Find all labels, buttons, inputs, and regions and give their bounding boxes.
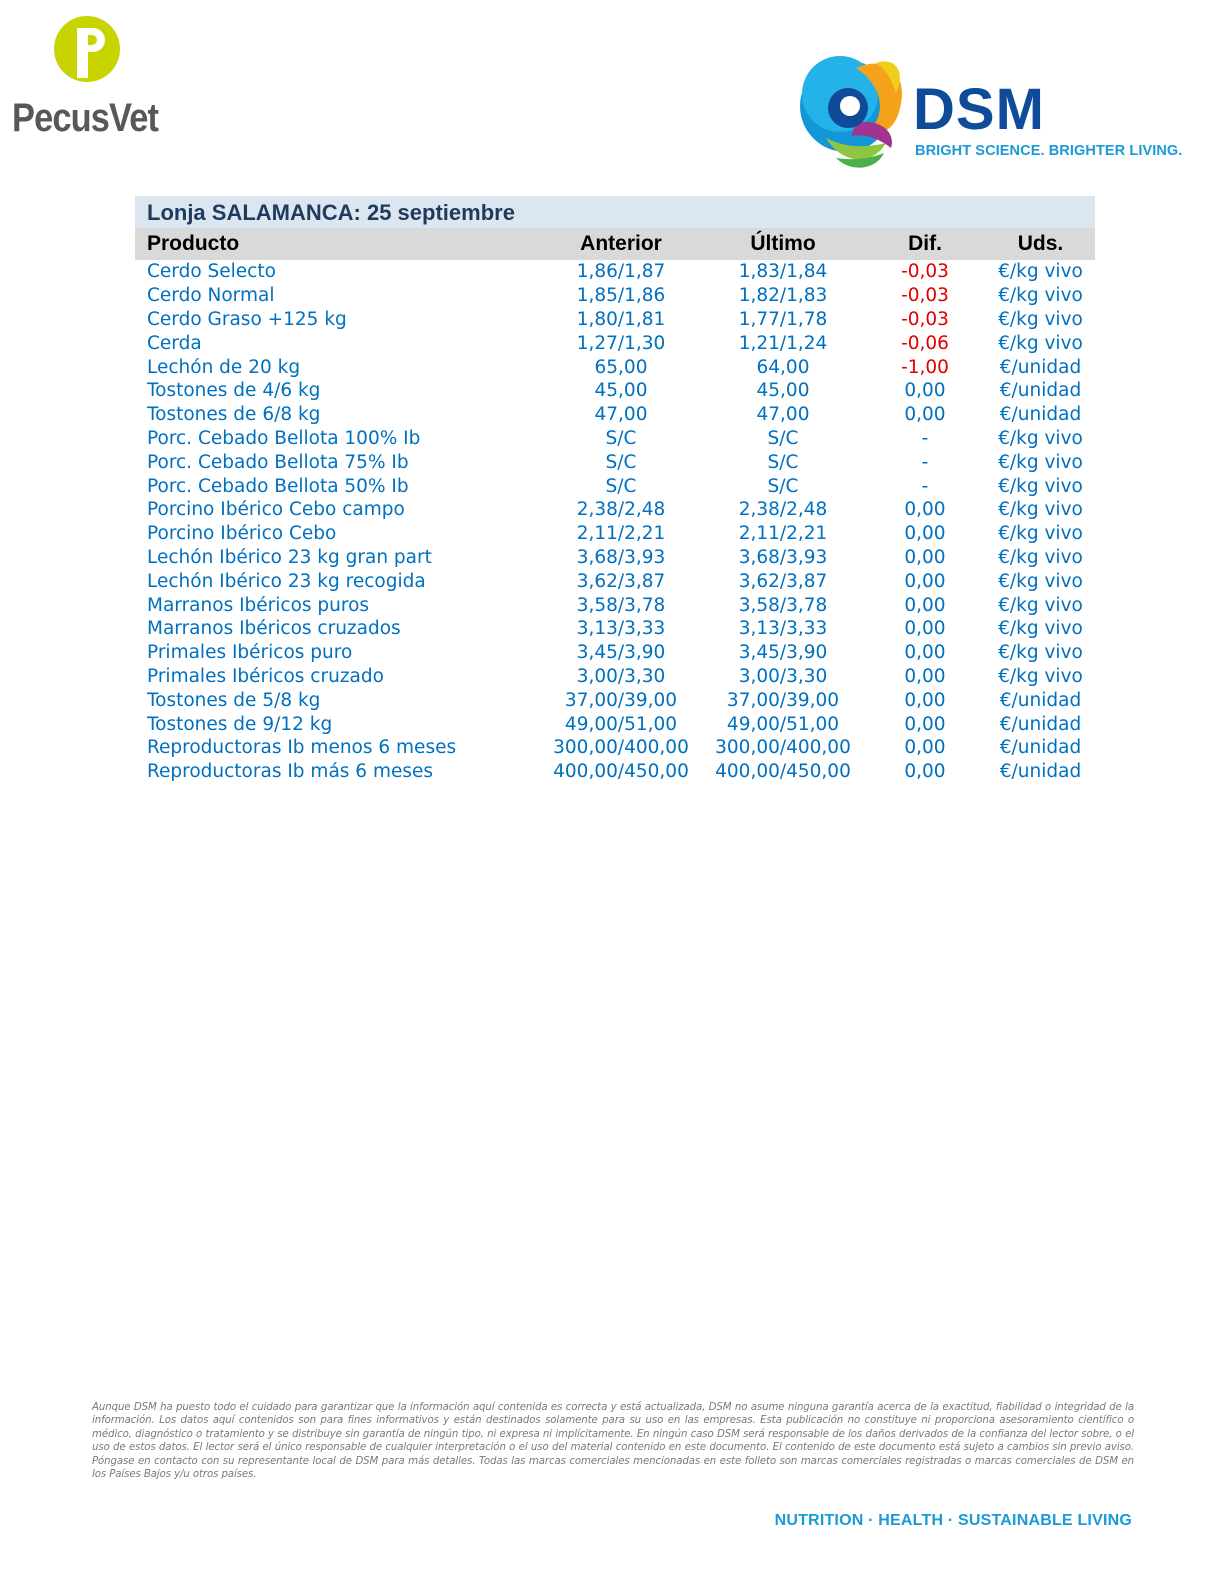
dsm-wordmark: DSM: [913, 77, 1045, 142]
cell-ultimo: S/C: [767, 475, 799, 497]
cell-dif: -: [921, 451, 929, 473]
table-row: [135, 665, 1095, 689]
cell-anterior: 3,68/3,93: [576, 546, 666, 568]
table-row: [135, 331, 1095, 355]
cell-ultimo: 37,00/39,00: [726, 689, 840, 711]
cell-uds: €/kg vivo: [998, 475, 1083, 497]
cell-uds: €/kg vivo: [998, 499, 1083, 521]
cell-anterior: 65,00: [594, 356, 648, 378]
table-row: [135, 403, 1095, 427]
pecusvet-logo: [12, 16, 172, 141]
cell-uds: €/kg vivo: [998, 285, 1083, 307]
column-header-dif: Dif.: [908, 232, 942, 255]
cell-producto: Lechón Ibérico 23 kg recogida: [147, 570, 426, 592]
cell-anterior: 2,11/2,21: [576, 523, 666, 545]
table-title: Lonja SALAMANCA: 25 septiembre: [135, 196, 1095, 228]
cell-dif: -0,03: [901, 308, 949, 330]
cell-producto: Tostones de 5/8 kg: [147, 689, 321, 711]
cell-ultimo: 1,77/1,78: [738, 308, 828, 330]
cell-uds: €/kg vivo: [998, 570, 1083, 592]
cell-producto: Marranos Ibéricos cruzados: [147, 618, 401, 640]
cell-ultimo: 49,00/51,00: [726, 713, 840, 735]
cell-uds: €/kg vivo: [998, 308, 1083, 330]
cell-dif: 0,00: [904, 594, 946, 616]
cell-uds: €/unidad: [999, 713, 1082, 735]
cell-uds: €/unidad: [999, 356, 1082, 378]
cell-producto: Reproductoras Ib más 6 meses: [147, 761, 434, 783]
cell-ultimo: 2,11/2,21: [738, 523, 828, 545]
cell-dif: 0,00: [904, 642, 946, 664]
table-row: [135, 712, 1095, 736]
cell-uds: €/unidad: [999, 761, 1082, 783]
table-row: [135, 569, 1095, 593]
cell-dif: 0,00: [904, 689, 946, 711]
disclaimer-text: Aunque DSM ha puesto todo el cuidado para garantizar que la información aquí contenida es correcta y está actualizada, DSM no asume ninguna garantía acerca de la exactitud, fiabilidad o integridad de la información. Los datos aquí contenidos son para fines informativos y están destinados solamente para su uso en las empresas. Esta publicación no constituye ni proporciona asesoramiento científico o médico, diagnóstico o tratamiento y se distribuye sin garantía de ningún tipo, ni expresa ni implícitamente. En ningún caso DSM será responsable de los daños derivados de la confianza del lector sobre, o el uso de estos datos. El lector será el único responsable de cualquier interpretación o el uso del material contenido en este documento. El contenido de este documento está sujeto a cambios sin previo aviso. Póngase en contacto con su representante local de DSM para más detalles. Todas las marcas comerciales mencionadas en este folleto son marcas comerciales registradas o marcas comerciales de DSM en los Países Bajos y/u otros países.: [92, 1402, 1134, 1481]
cell-uds: €/kg vivo: [998, 261, 1083, 283]
cell-producto: Primales Ibéricos puro: [147, 642, 353, 664]
cell-dif: 0,00: [904, 618, 946, 640]
cell-producto: Tostones de 9/12 kg: [147, 713, 333, 735]
table-row: [135, 284, 1095, 308]
cell-uds: €/unidad: [999, 689, 1082, 711]
cell-ultimo: 1,82/1,83: [738, 285, 828, 307]
cell-anterior: 1,86/1,87: [576, 261, 666, 283]
cell-ultimo: 45,00: [756, 380, 810, 402]
cell-producto: Porc. Cebado Bellota 100% Ib: [147, 427, 421, 449]
cell-anterior: 3,45/3,90: [576, 642, 666, 664]
table-row: [135, 593, 1095, 617]
cell-ultimo: 2,38/2,48: [738, 499, 828, 521]
price-table: [135, 196, 1095, 784]
cell-uds: €/kg vivo: [998, 451, 1083, 473]
cell-producto: Cerdo Selecto: [147, 261, 276, 283]
cell-dif: -1,00: [901, 356, 949, 378]
cell-ultimo: 300,00/400,00: [715, 737, 851, 759]
cell-dif: 0,00: [904, 380, 946, 402]
cell-anterior: 3,58/3,78: [576, 594, 666, 616]
table-row: [135, 379, 1095, 403]
cell-anterior: 45,00: [594, 380, 648, 402]
cell-ultimo: 1,83/1,84: [738, 261, 828, 283]
cell-ultimo: 3,68/3,93: [738, 546, 828, 568]
table-row: [135, 641, 1095, 665]
table-row: [135, 260, 1095, 284]
cell-anterior: 3,62/3,87: [576, 570, 666, 592]
cell-ultimo: S/C: [767, 427, 799, 449]
cell-producto: Cerdo Graso +125 kg: [147, 308, 347, 330]
cell-producto: Porcino Ibérico Cebo: [147, 523, 337, 545]
cell-ultimo: 3,45/3,90: [738, 642, 828, 664]
cell-anterior: 3,13/3,33: [576, 618, 666, 640]
cell-ultimo: 3,62/3,87: [738, 570, 828, 592]
cell-producto: Porc. Cebado Bellota 50% Ib: [147, 475, 409, 497]
table-row: [135, 450, 1095, 474]
cell-uds: €/kg vivo: [998, 523, 1083, 545]
cell-producto: Cerdo Normal: [147, 285, 275, 307]
cell-uds: €/kg vivo: [998, 594, 1083, 616]
cell-dif: 0,00: [904, 737, 946, 759]
cell-producto: Porc. Cebado Bellota 75% Ib: [147, 451, 409, 473]
table-row: [135, 688, 1095, 712]
cell-uds: €/kg vivo: [998, 618, 1083, 640]
cell-dif: 0,00: [904, 713, 946, 735]
cell-dif: 0,00: [904, 523, 946, 545]
cell-dif: -: [921, 427, 929, 449]
cell-producto: Marranos Ibéricos puros: [147, 594, 370, 616]
column-header-uds: Uds.: [1017, 232, 1064, 255]
cell-producto: Primales Ibéricos cruzado: [147, 665, 384, 687]
table-header-row: [135, 228, 1095, 260]
cell-uds: €/kg vivo: [998, 642, 1083, 664]
cell-anterior: 300,00/400,00: [553, 737, 689, 759]
cell-anterior: 2,38/2,48: [576, 499, 666, 521]
cell-producto: Lechón Ibérico 23 kg gran part: [147, 546, 432, 568]
dsm-swirl-icon: [796, 48, 911, 173]
table-row: [135, 355, 1095, 379]
cell-producto: Tostones de 4/6 kg: [147, 380, 321, 402]
cell-producto: Cerda: [147, 332, 202, 354]
cell-ultimo: 400,00/450,00: [715, 761, 851, 783]
cell-dif: -: [921, 475, 929, 497]
cell-uds: €/unidad: [999, 404, 1082, 426]
table-row: [135, 427, 1095, 451]
cell-anterior: 47,00: [594, 404, 648, 426]
cell-anterior: S/C: [605, 427, 637, 449]
cell-ultimo: 3,13/3,33: [738, 618, 828, 640]
cell-dif: 0,00: [904, 404, 946, 426]
table-row: [135, 474, 1095, 498]
column-header-ultimo: Último: [750, 232, 816, 255]
footer-tagline: NUTRITION · HEALTH · SUSTAINABLE LIVING: [774, 1512, 1132, 1529]
cell-anterior: 3,00/3,30: [576, 665, 666, 687]
cell-dif: 0,00: [904, 546, 946, 568]
cell-anterior: 1,85/1,86: [576, 285, 666, 307]
cell-dif: -0,03: [901, 285, 949, 307]
table-row: [135, 308, 1095, 332]
cell-ultimo: S/C: [767, 451, 799, 473]
cell-dif: 0,00: [904, 761, 946, 783]
cell-anterior: S/C: [605, 451, 637, 473]
cell-uds: €/kg vivo: [998, 546, 1083, 568]
cell-anterior: 400,00/450,00: [553, 761, 689, 783]
cell-uds: €/unidad: [999, 737, 1082, 759]
cell-anterior: 49,00/51,00: [564, 713, 678, 735]
cell-ultimo: 1,21/1,24: [738, 332, 828, 354]
cell-dif: 0,00: [904, 570, 946, 592]
table-row: [135, 522, 1095, 546]
cell-dif: 0,00: [904, 665, 946, 687]
table-row: [135, 617, 1095, 641]
column-header-producto: Producto: [147, 232, 240, 255]
cell-uds: €/kg vivo: [998, 427, 1083, 449]
cell-uds: €/kg vivo: [998, 665, 1083, 687]
column-header-anterior: Anterior: [580, 232, 662, 255]
table-row: [135, 760, 1095, 784]
table-body: [135, 260, 1095, 784]
cell-anterior: 37,00/39,00: [564, 689, 678, 711]
cell-dif: -0,06: [901, 332, 949, 354]
cell-ultimo: 3,58/3,78: [738, 594, 828, 616]
table-row: [135, 736, 1095, 760]
cell-ultimo: 3,00/3,30: [738, 665, 828, 687]
cell-producto: Tostones de 6/8 kg: [147, 404, 321, 426]
table-row: [135, 498, 1095, 522]
dsm-tagline: BRIGHT SCIENCE. BRIGHTER LIVING.: [915, 143, 1183, 159]
cell-producto: Reproductoras Ib menos 6 meses: [147, 737, 457, 759]
cell-anterior: 1,80/1,81: [576, 308, 666, 330]
cell-anterior: S/C: [605, 475, 637, 497]
dsm-logo: [796, 48, 1183, 173]
cell-uds: €/unidad: [999, 380, 1082, 402]
pecusvet-p-icon: [52, 16, 122, 86]
cell-dif: 0,00: [904, 499, 946, 521]
pecusvet-wordmark: PecusVet: [12, 96, 159, 140]
cell-ultimo: 47,00: [756, 404, 810, 426]
table-row: [135, 546, 1095, 570]
cell-uds: €/kg vivo: [998, 332, 1083, 354]
cell-producto: Lechón de 20 kg: [147, 356, 301, 378]
cell-producto: Porcino Ibérico Cebo campo: [147, 499, 405, 521]
cell-anterior: 1,27/1,30: [576, 332, 666, 354]
cell-ultimo: 64,00: [756, 356, 810, 378]
cell-dif: -0,03: [901, 261, 949, 283]
